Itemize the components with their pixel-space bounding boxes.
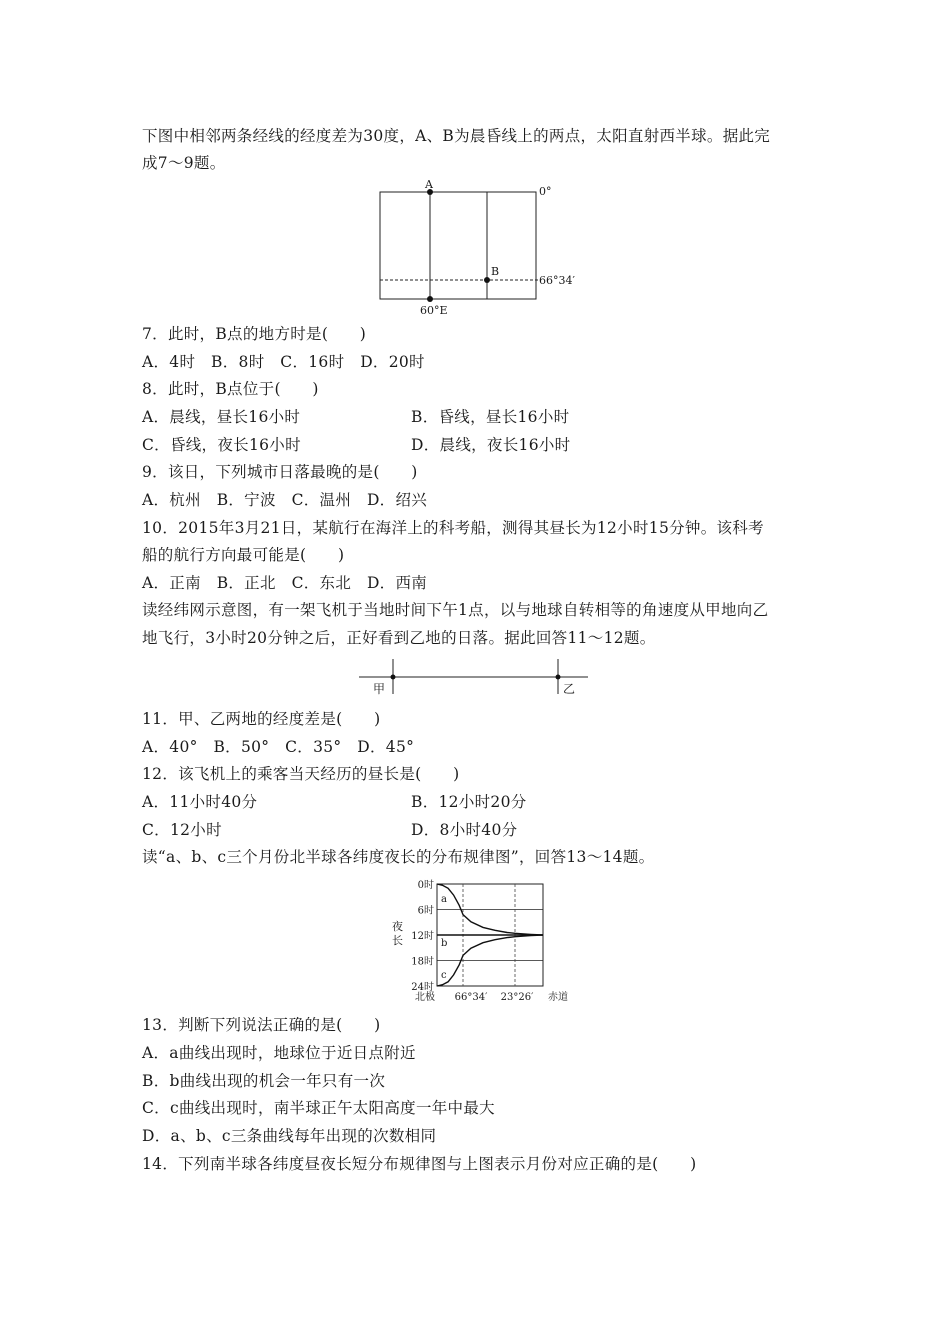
q8-option-c: C．昏线，夜长16小时 bbox=[142, 436, 301, 454]
q10-stem-line-2: 船的航行方向最可能是( ) bbox=[142, 546, 345, 564]
q12-option-a: A．11小时40分 bbox=[142, 793, 258, 811]
q8-option-b: B．昏线，昼长16小时 bbox=[411, 408, 570, 426]
q12-option-c: C．12小时 bbox=[142, 821, 222, 839]
q9-stem: 9．该日，下列城市日落最晚的是( ) bbox=[142, 463, 418, 481]
x-tick-label: 赤道 bbox=[548, 992, 568, 1003]
q13-option-a: A．a曲线出现时，地球位于近日点附近 bbox=[142, 1044, 416, 1062]
intro-2-line-2: 地飞行，3小时20分钟之后，正好看到乙地的日落。据此回答11～12题。 bbox=[142, 629, 656, 647]
q12-option-d: D．8小时40分 bbox=[411, 821, 518, 839]
night-length-chart bbox=[380, 874, 600, 1006]
intro-1-line-2: 成7～9题。 bbox=[142, 154, 226, 172]
point-b bbox=[484, 277, 490, 283]
q8-option-d: D．晨线，夜长16小时 bbox=[411, 436, 571, 454]
q10-options: A．正南 B．正北 C．东北 D．西南 bbox=[142, 574, 428, 592]
label-jia: 甲 bbox=[373, 682, 386, 696]
label-b: B bbox=[491, 265, 500, 278]
series-b-label: b bbox=[441, 938, 448, 949]
q13-option-c: C．c曲线出现时，南半球正午太阳高度一年中最大 bbox=[142, 1099, 495, 1117]
q13-option-b: B．b曲线出现的机会一年只有一次 bbox=[142, 1072, 386, 1090]
point-jia bbox=[391, 675, 396, 680]
q8-option-a: A．晨线，昼长16小时 bbox=[142, 408, 301, 426]
intro-2-line-1: 读经纬网示意图，有一架飞机于当地时间下午1点，以与地球自转相等的角速度从甲地向乙 bbox=[142, 601, 769, 619]
q9-options: A．杭州 B．宁波 C．温州 D．绍兴 bbox=[142, 491, 428, 509]
y-tick-label: 12时 bbox=[411, 931, 434, 942]
graticule-frame bbox=[380, 192, 536, 299]
intro-1-line-1: 下图中相邻两条经线的经度差为30度，A、B为晨昏线上的两点，太阳直射西半球。据此完 bbox=[142, 127, 771, 145]
q7-stem: 7．此时，B点的地方时是( ) bbox=[142, 325, 367, 343]
x-tick-label: 66°34′ bbox=[454, 992, 488, 1003]
q12-stem: 12．该飞机上的乘客当天经历的昼长是( ) bbox=[142, 765, 460, 783]
y-axis-label-2: 长 bbox=[392, 934, 403, 947]
q7-options: A．4时 B．8时 C．16时 D．20时 bbox=[142, 353, 425, 371]
x-tick-label: 北极 bbox=[415, 992, 435, 1003]
y-tick-label: 18时 bbox=[411, 956, 434, 968]
q8-stem: 8．此时，B点位于( ) bbox=[142, 380, 319, 398]
x-tick-label: 23°26′ bbox=[500, 992, 534, 1003]
series-c-label: c bbox=[441, 970, 447, 981]
y-axis-label-1: 夜 bbox=[392, 920, 403, 933]
label-yi: 乙 bbox=[563, 682, 576, 696]
label-lon-60e: 60°E bbox=[420, 304, 448, 317]
label-a: A bbox=[425, 178, 433, 191]
label-lat-0: 0° bbox=[539, 185, 552, 198]
series-a-label: a bbox=[441, 894, 447, 905]
q11-stem: 11．甲、乙两地的经度差是( ) bbox=[142, 710, 381, 728]
q10-stem-line-1: 10．2015年3月21日，某航行在海洋上的科考船，测得其昼长为12小时15分钟。该科考 bbox=[142, 519, 764, 537]
q13-option-d: D．a、b、c三条曲线每年出现的次数相同 bbox=[142, 1127, 437, 1145]
y-tick-label: 0时 bbox=[417, 880, 434, 891]
q12-option-b: B．12小时20分 bbox=[411, 793, 527, 811]
y-tick-label: 6时 bbox=[417, 905, 434, 917]
point-yi bbox=[556, 675, 561, 680]
q14-stem: 14．下列南半球各纬度昼夜长短分布规律图与上图表示月份对应正确的是( ) bbox=[142, 1155, 697, 1173]
y-tick-label: 24时 bbox=[411, 982, 434, 993]
figure-1-graticule bbox=[360, 176, 600, 318]
figure-2-graticule bbox=[355, 656, 595, 702]
q11-options: A．40° B．50° C．35° D．45° bbox=[142, 738, 415, 756]
point-60e bbox=[427, 296, 433, 302]
label-lat-66: 66°34′ bbox=[539, 274, 575, 287]
q13-stem: 13．判断下列说法正确的是( ) bbox=[142, 1016, 381, 1034]
intro-3-line-1: 读“a、b、c三个月份北半球各纬度夜长的分布规律图”，回答13～14题。 bbox=[142, 848, 655, 866]
